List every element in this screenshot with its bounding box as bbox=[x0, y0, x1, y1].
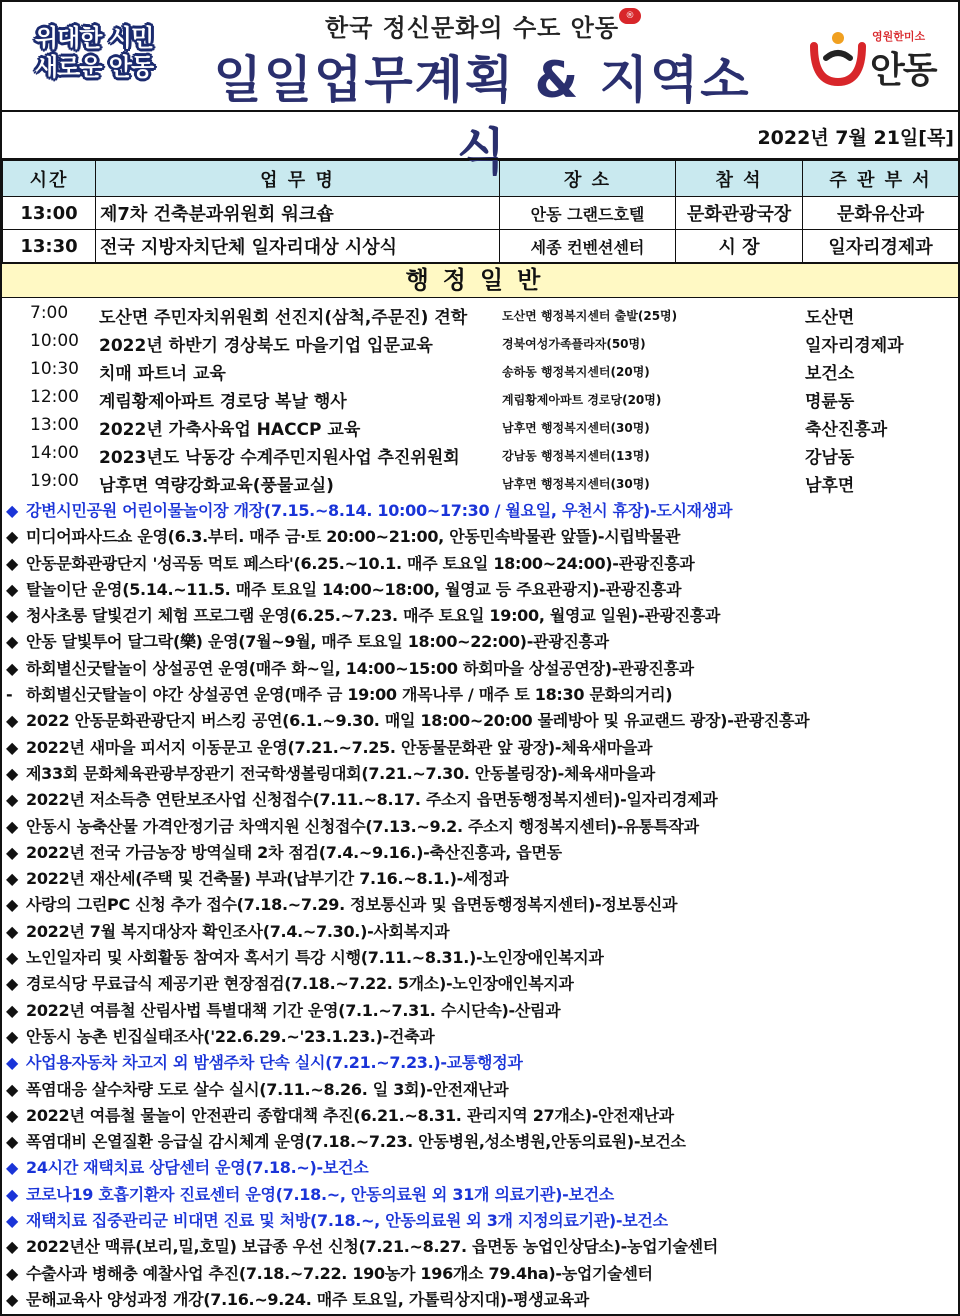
admin-time: 10:00 bbox=[30, 331, 79, 351]
date-row bbox=[2, 112, 958, 160]
notice-bullet-icon: - bbox=[6, 685, 13, 705]
notice-text: 2022 안동문화관광단지 버스킹 공연(6.1.~9.30. 매일 18:00~20:00 물레방아 및 유교랜드 광장)-관광진흥과 bbox=[26, 711, 810, 731]
row-title: 전국 지방자치단체 일자리대상 시상식 bbox=[96, 230, 500, 263]
notice-text: 미디어파사드쇼 운영(6.3.부터. 매주 금·토 20:00~21:00, 안동민속박물관 앞뜰)-시립박물관 bbox=[26, 527, 681, 547]
logo-tagline: 영원한미소 bbox=[872, 30, 926, 43]
notice-item bbox=[2, 551, 958, 577]
admin-place: 남후면 행정복지센터(30명) bbox=[502, 421, 650, 435]
notice-bullet-icon: ◆ bbox=[6, 763, 19, 783]
notice-bullet-icon: ◆ bbox=[6, 1184, 19, 1204]
notice-item bbox=[2, 1077, 958, 1103]
notice-text: 하회별신굿탈놀이 상설공연 운영(매주 화~일, 14:00~15:00 하회마을 상설공연장)-관광진흥과 bbox=[26, 658, 694, 678]
notice-text: 2022년 재산세(주택 및 건축물) 부과(납부기간 7.16.~8.1.)-세정과 bbox=[26, 869, 509, 889]
admin-place: 계림황제아파트 경로당(20명) bbox=[502, 393, 662, 407]
notice-bullet-icon: ◆ bbox=[6, 1053, 19, 1073]
admin-title: 치매 파트너 교육 bbox=[99, 364, 226, 384]
notice-item bbox=[2, 840, 958, 866]
slogan-line-2: 새로운 안동 bbox=[34, 53, 154, 81]
notice-text: 2022년산 맥류(보리,밀,호밀) 보급종 우선 신청(7.21.~8.27. 읍면동 농업인상담소)-농업기술센터 bbox=[26, 1237, 718, 1257]
notice-item bbox=[2, 787, 958, 813]
notice-item bbox=[2, 1129, 958, 1155]
notice-item bbox=[2, 1234, 958, 1260]
slogan-badge bbox=[28, 24, 160, 86]
row-place: 안동 그랜드호텔 bbox=[500, 197, 676, 230]
notice-item bbox=[2, 603, 958, 629]
notice-item bbox=[2, 577, 958, 603]
notice-text: 2022년 새마을 피서지 이동문고 운영(7.21.~7.25. 안동물문화관 앞 광장)-체육새마을과 bbox=[26, 737, 653, 757]
notice-item bbox=[2, 945, 958, 971]
notice-item bbox=[2, 761, 958, 787]
admin-dept: 강남동 bbox=[805, 448, 855, 468]
admin-dept: 보건소 bbox=[805, 364, 855, 384]
notice-item bbox=[2, 1050, 958, 1076]
notice-text: 하회별신굿탈놀이 야간 상설공연 운영(매주 금 19:00 개목나루 / 매주 토 18:30 문화의거리) bbox=[26, 685, 673, 705]
admin-dept: 남후면 bbox=[805, 476, 855, 496]
admin-time: 14:00 bbox=[30, 443, 79, 463]
notice-item bbox=[2, 1261, 958, 1287]
notice-text: 2022년 여름철 물놀이 안전관리 종합대책 추진(6.21.~8.31. 관리지역 27개소)-안전재난과 bbox=[26, 1105, 674, 1125]
header-attend: 참 석 bbox=[676, 161, 803, 197]
smile-logo-icon bbox=[808, 24, 868, 88]
notice-bullet-icon: ◆ bbox=[6, 632, 19, 652]
admin-title: 도산면 주민자치위원회 선진지(삼척,주문진) 견학 bbox=[99, 308, 468, 328]
logo-name: 안동 bbox=[870, 50, 936, 91]
notice-text: 안동시 농축산물 가격안정기금 차액지원 신청접수(7.13.~9.2. 주소지 행정복지센터)-유통특작과 bbox=[26, 816, 699, 836]
row-title: 제7차 건축분과위원회 워크숍 bbox=[96, 197, 500, 230]
admin-time: 19:00 bbox=[30, 471, 79, 491]
notice-text: 사랑의 그린PC 신청 추가 접수(7.18.~7.29. 정보통신과 및 읍면동행정복지센터)-정보통신과 bbox=[26, 895, 678, 915]
row-time: 13:00 bbox=[3, 197, 96, 230]
notice-bullet-icon: ◆ bbox=[6, 790, 19, 810]
notice-item bbox=[2, 919, 958, 945]
notice-item bbox=[2, 1155, 958, 1181]
list-item bbox=[2, 440, 958, 468]
notice-item bbox=[2, 629, 958, 655]
admin-place: 강남동 행정복지센터(13명) bbox=[502, 449, 650, 463]
list-item bbox=[2, 300, 958, 328]
row-attend: 문화관광국장 bbox=[676, 197, 803, 230]
notice-item bbox=[2, 524, 958, 550]
notice-text: 2022년 전국 가금농장 방역실태 2차 점검(7.4.~9.16.)-축산진흥과, 읍면동 bbox=[26, 842, 562, 862]
notice-text: 재택치료 집중관리군 비대면 진료 및 처방(7.18.~, 안동의료원 외 3개 지정의료기관)-보건소 bbox=[26, 1211, 668, 1231]
notice-text: 강변시민공원 어린이물놀이장 개장(7.15.~8.14. 10:00~17:30 / 월요일, 우천시 휴장)-도시재생과 bbox=[26, 501, 733, 520]
table-row bbox=[3, 230, 959, 263]
list-item bbox=[2, 412, 958, 440]
admin-list bbox=[2, 298, 958, 496]
notice-bullet-icon: ◆ bbox=[6, 974, 19, 994]
header-title: 업 무 명 bbox=[96, 161, 500, 197]
table-row bbox=[3, 197, 959, 230]
notice-bullet-icon: ◆ bbox=[6, 1026, 19, 1046]
notice-bullet-icon: ◆ bbox=[6, 1132, 19, 1152]
admin-time: 13:00 bbox=[30, 415, 79, 435]
subtitle-mark: ® bbox=[619, 8, 641, 24]
admin-title: 남후면 역량강화교육(풍물교실) bbox=[99, 476, 334, 496]
date: 2022년 7월 21일[목] bbox=[757, 127, 954, 149]
row-time: 13:30 bbox=[3, 230, 96, 263]
notice-bullet-icon: ◆ bbox=[6, 1000, 19, 1020]
admin-banner: 행정일반 bbox=[2, 263, 958, 298]
subtitle: 한국 정신문화의 수도 안동 bbox=[324, 14, 620, 42]
list-item bbox=[2, 384, 958, 412]
notice-text: 안동 달빛투어 달그락(樂) 운영(7월~9월, 매주 토요일 18:00~22:00)-관광진흥과 bbox=[26, 632, 609, 652]
row-attend: 시 장 bbox=[676, 230, 803, 263]
list-item bbox=[2, 356, 958, 384]
notice-item bbox=[2, 998, 958, 1024]
notice-bullet-icon: ◆ bbox=[6, 658, 19, 678]
admin-title: 계림황제아파트 경로당 복날 행사 bbox=[99, 392, 347, 412]
notice-text: 경로식당 무료급식 제공기관 현장점검(7.18.~7.22. 5개소)-노인장애인복지과 bbox=[26, 974, 574, 994]
andong-logo bbox=[808, 24, 938, 91]
notice-bullet-icon: ◆ bbox=[6, 501, 19, 520]
notice-bullet-icon: ◆ bbox=[6, 921, 19, 941]
notice-item bbox=[2, 682, 958, 708]
admin-time: 7:00 bbox=[30, 303, 69, 323]
notice-bullet-icon: ◆ bbox=[6, 553, 19, 573]
admin-time: 10:30 bbox=[30, 359, 79, 379]
header-dept: 주 관 부 서 bbox=[803, 161, 959, 197]
notice-item bbox=[2, 1182, 958, 1208]
notice-bullet-icon: ◆ bbox=[6, 737, 19, 757]
header-place: 장 소 bbox=[500, 161, 676, 197]
row-place: 세종 컨벤션센터 bbox=[500, 230, 676, 263]
admin-place: 경북여성가족플라자(50명) bbox=[502, 337, 646, 351]
notice-item bbox=[2, 971, 958, 997]
row-dept: 문화유산과 bbox=[803, 197, 959, 230]
admin-place: 남후면 행정복지센터(30명) bbox=[502, 477, 650, 491]
notice-text: 탈놀이단 운영(5.14.~11.5. 매주 토요일 14:00~18:00, 월영교 등 주요관광지)-관광진흥과 bbox=[26, 579, 682, 599]
notice-bullet-icon: ◆ bbox=[6, 842, 19, 862]
header-time: 시간 bbox=[3, 161, 96, 197]
notice-bullet-icon: ◆ bbox=[6, 895, 19, 915]
notice-text: 2022년 7월 복지대상자 확인조사(7.4.~7.30.)-사회복지과 bbox=[26, 921, 450, 941]
admin-dept: 축산진흥과 bbox=[805, 420, 888, 440]
notice-bullet-icon: ◆ bbox=[6, 579, 19, 599]
admin-dept: 명륜동 bbox=[805, 392, 855, 412]
notice-bullet-icon: ◆ bbox=[6, 1289, 19, 1309]
notice-text: 노인일자리 및 사회활동 참여자 혹서기 특강 시행(7.11.~8.31.)-노인장애인복지과 bbox=[26, 948, 604, 968]
slogan-line-1: 위대한 시민 bbox=[34, 24, 154, 52]
notice-bullet-icon: ◆ bbox=[6, 711, 19, 731]
notice-bullet-icon: ◆ bbox=[6, 1158, 19, 1178]
notice-text: 안동문화관광단지 '성곡동 먹토 페스타'(6.25.~10.1. 매주 토요일 18:00~24:00)-관광진흥과 bbox=[26, 553, 695, 573]
notice-text: 2022년 여름철 산림사법 특별대책 기간 운영(7.1.~7.31. 수시단속)-산림과 bbox=[26, 1000, 561, 1020]
admin-place: 도산면 행정복지센터 출발(25명) bbox=[502, 309, 678, 323]
notice-text: 폭염대비 온열질환 응급실 감시체계 운영(7.18.~7.23. 안동병원,성소병원,안동의료원)-보건소 bbox=[26, 1132, 686, 1152]
notice-item bbox=[2, 656, 958, 682]
row-dept: 일자리경제과 bbox=[803, 230, 959, 263]
notice-item bbox=[2, 1287, 958, 1313]
admin-dept: 일자리경제과 bbox=[805, 336, 904, 356]
notice-item bbox=[2, 814, 958, 840]
admin-title: 2023년도 낙동강 수계주민지원사업 추진위원회 bbox=[99, 448, 460, 468]
notice-bullet-icon: ◆ bbox=[6, 1263, 19, 1283]
page-title: 일일업무계획 & 지역소식 bbox=[213, 51, 751, 181]
notice-text: 사업용자동차 차고지 외 밤샘주차 단속 실시(7.21.~7.23.)-교통행정과 bbox=[26, 1053, 523, 1073]
notice-bullet-icon: ◆ bbox=[6, 1211, 19, 1231]
notice-bullet-icon: ◆ bbox=[6, 869, 19, 889]
admin-time: 12:00 bbox=[30, 387, 79, 407]
notice-bullet-icon: ◆ bbox=[6, 606, 19, 626]
notice-text: 수출사과 병해충 예찰사업 추진(7.18.~7.22. 190농가 196개소 79.4ha)-농업기술센터 bbox=[26, 1263, 653, 1283]
admin-dept: 도산면 bbox=[805, 308, 855, 328]
notice-text: 폭염대응 살수차량 도로 살수 실시(7.11.~8.26. 일 3회)-안전재난과 bbox=[26, 1079, 509, 1099]
list-item bbox=[2, 468, 958, 496]
notice-bullet-icon: ◆ bbox=[6, 1079, 19, 1099]
notice-item bbox=[2, 892, 958, 918]
notice-text: 안동시 농촌 빈집실태조사('22.6.29.~'23.1.23.)-건축과 bbox=[26, 1026, 435, 1046]
admin-title: 2022년 하반기 경상북도 마을기업 입문교육 bbox=[99, 336, 433, 356]
notice-bullet-icon: ◆ bbox=[6, 1105, 19, 1125]
admin-title: 2022년 가축사육업 HACCP 교육 bbox=[99, 420, 361, 440]
notice-text: 코로나19 호흡기환자 진료센터 운영(7.18.~, 안동의료원 외 31개 의료기관)-보건소 bbox=[26, 1184, 614, 1204]
admin-place: 송하동 행정복지센터(20명) bbox=[502, 365, 650, 379]
notice-item bbox=[2, 866, 958, 892]
notice-item bbox=[2, 498, 958, 524]
notice-item bbox=[2, 1024, 958, 1050]
notice-item bbox=[2, 708, 958, 734]
notice-bullet-icon: ◆ bbox=[6, 527, 19, 547]
notice-item bbox=[2, 1103, 958, 1129]
notice-text: 제33회 문화체육관광부장관기 전국학생볼링대회(7.21.~7.30. 안동볼링장)-체육새마을과 bbox=[26, 763, 655, 783]
notice-list bbox=[2, 496, 958, 1313]
notice-bullet-icon: ◆ bbox=[6, 948, 19, 968]
notice-item bbox=[2, 735, 958, 761]
list-item bbox=[2, 328, 958, 356]
notice-text: 2022년 저소득층 연탄보조사업 신청접수(7.11.~8.17. 주소지 읍면동행정복지센터)-일자리경제과 bbox=[26, 790, 718, 810]
notice-bullet-icon: ◆ bbox=[6, 1237, 19, 1257]
notice-text: 문해교육사 양성과정 개강(7.16.~9.24. 매주 토요일, 가톨릭상지대)-평생교육과 bbox=[26, 1289, 589, 1309]
notice-bullet-icon: ◆ bbox=[6, 816, 19, 836]
notice-item bbox=[2, 1208, 958, 1234]
notice-text: 청사초롱 달빛걷기 체험 프로그램 운영(6.25.~7.23. 매주 토요일 19:00, 월영교 일원)-관광진흥과 bbox=[26, 606, 721, 626]
notice-text: 24시간 재택치료 상담센터 운영(7.18.~)-보건소 bbox=[26, 1158, 369, 1178]
